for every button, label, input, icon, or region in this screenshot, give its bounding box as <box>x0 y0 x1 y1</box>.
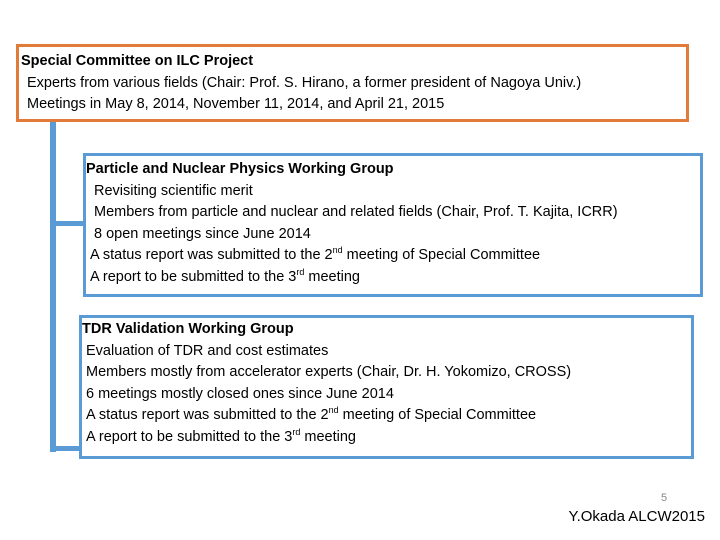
page-number: 5 <box>660 492 668 504</box>
pnp-wg-title: Particle and Nuclear Physics Working Group <box>86 161 394 177</box>
pnp-wg-status-report: A status report was submitted to the 2nd meeting of Special Committee <box>90 245 541 263</box>
special-committee-box <box>16 44 689 122</box>
pnp-wg-line-meetings: 8 open meetings since June 2014 <box>94 225 311 242</box>
connector-to-pnp-wg <box>50 221 85 226</box>
pnp-wg-line-members: Members from particle and nuclear and related fields (Chair, Prof. T. Kajita, ICRR) <box>94 204 618 220</box>
pnp-working-group-box <box>83 153 703 297</box>
committee-experts: Experts from various fields (Chair: Prof. S. Hirano, a former president of Nagoya Univ.) <box>27 74 582 91</box>
tdr-wg-status-report: A status report was submitted to the 2nd meeting of Special Committee <box>86 405 537 423</box>
connector-vertical <box>50 120 56 452</box>
committee-title: Special Committee on ILC Project <box>21 53 254 69</box>
tdr-wg-title: TDR Validation Working Group <box>82 321 294 337</box>
committee-meetings: Meetings in May 8, 2014, November 11, 2014, and April 21, 2015 <box>27 96 445 112</box>
connector-to-tdr-wg <box>50 446 81 451</box>
pnp-wg-report-plan: A report to be submitted to the 3rd meeting <box>90 266 360 285</box>
tdr-wg-report-plan: A report to be submitted to the 3rd meeting <box>86 426 356 445</box>
tdr-wg-line-meetings: 6 meetings mostly closed ones since June 2014 <box>86 385 394 402</box>
pnp-wg-line-merit: Revisiting scientific merit <box>94 182 253 199</box>
tdr-wg-line-members: Members mostly from accelerator experts (Chair, Dr. H. Yokomizo, CROSS) <box>86 364 572 380</box>
tdr-wg-line-evaluation: Evaluation of TDR and cost estimates <box>86 342 329 359</box>
tdr-working-group-box <box>79 315 694 459</box>
author-credit: Y.Okada ALCW2015 <box>568 508 705 525</box>
